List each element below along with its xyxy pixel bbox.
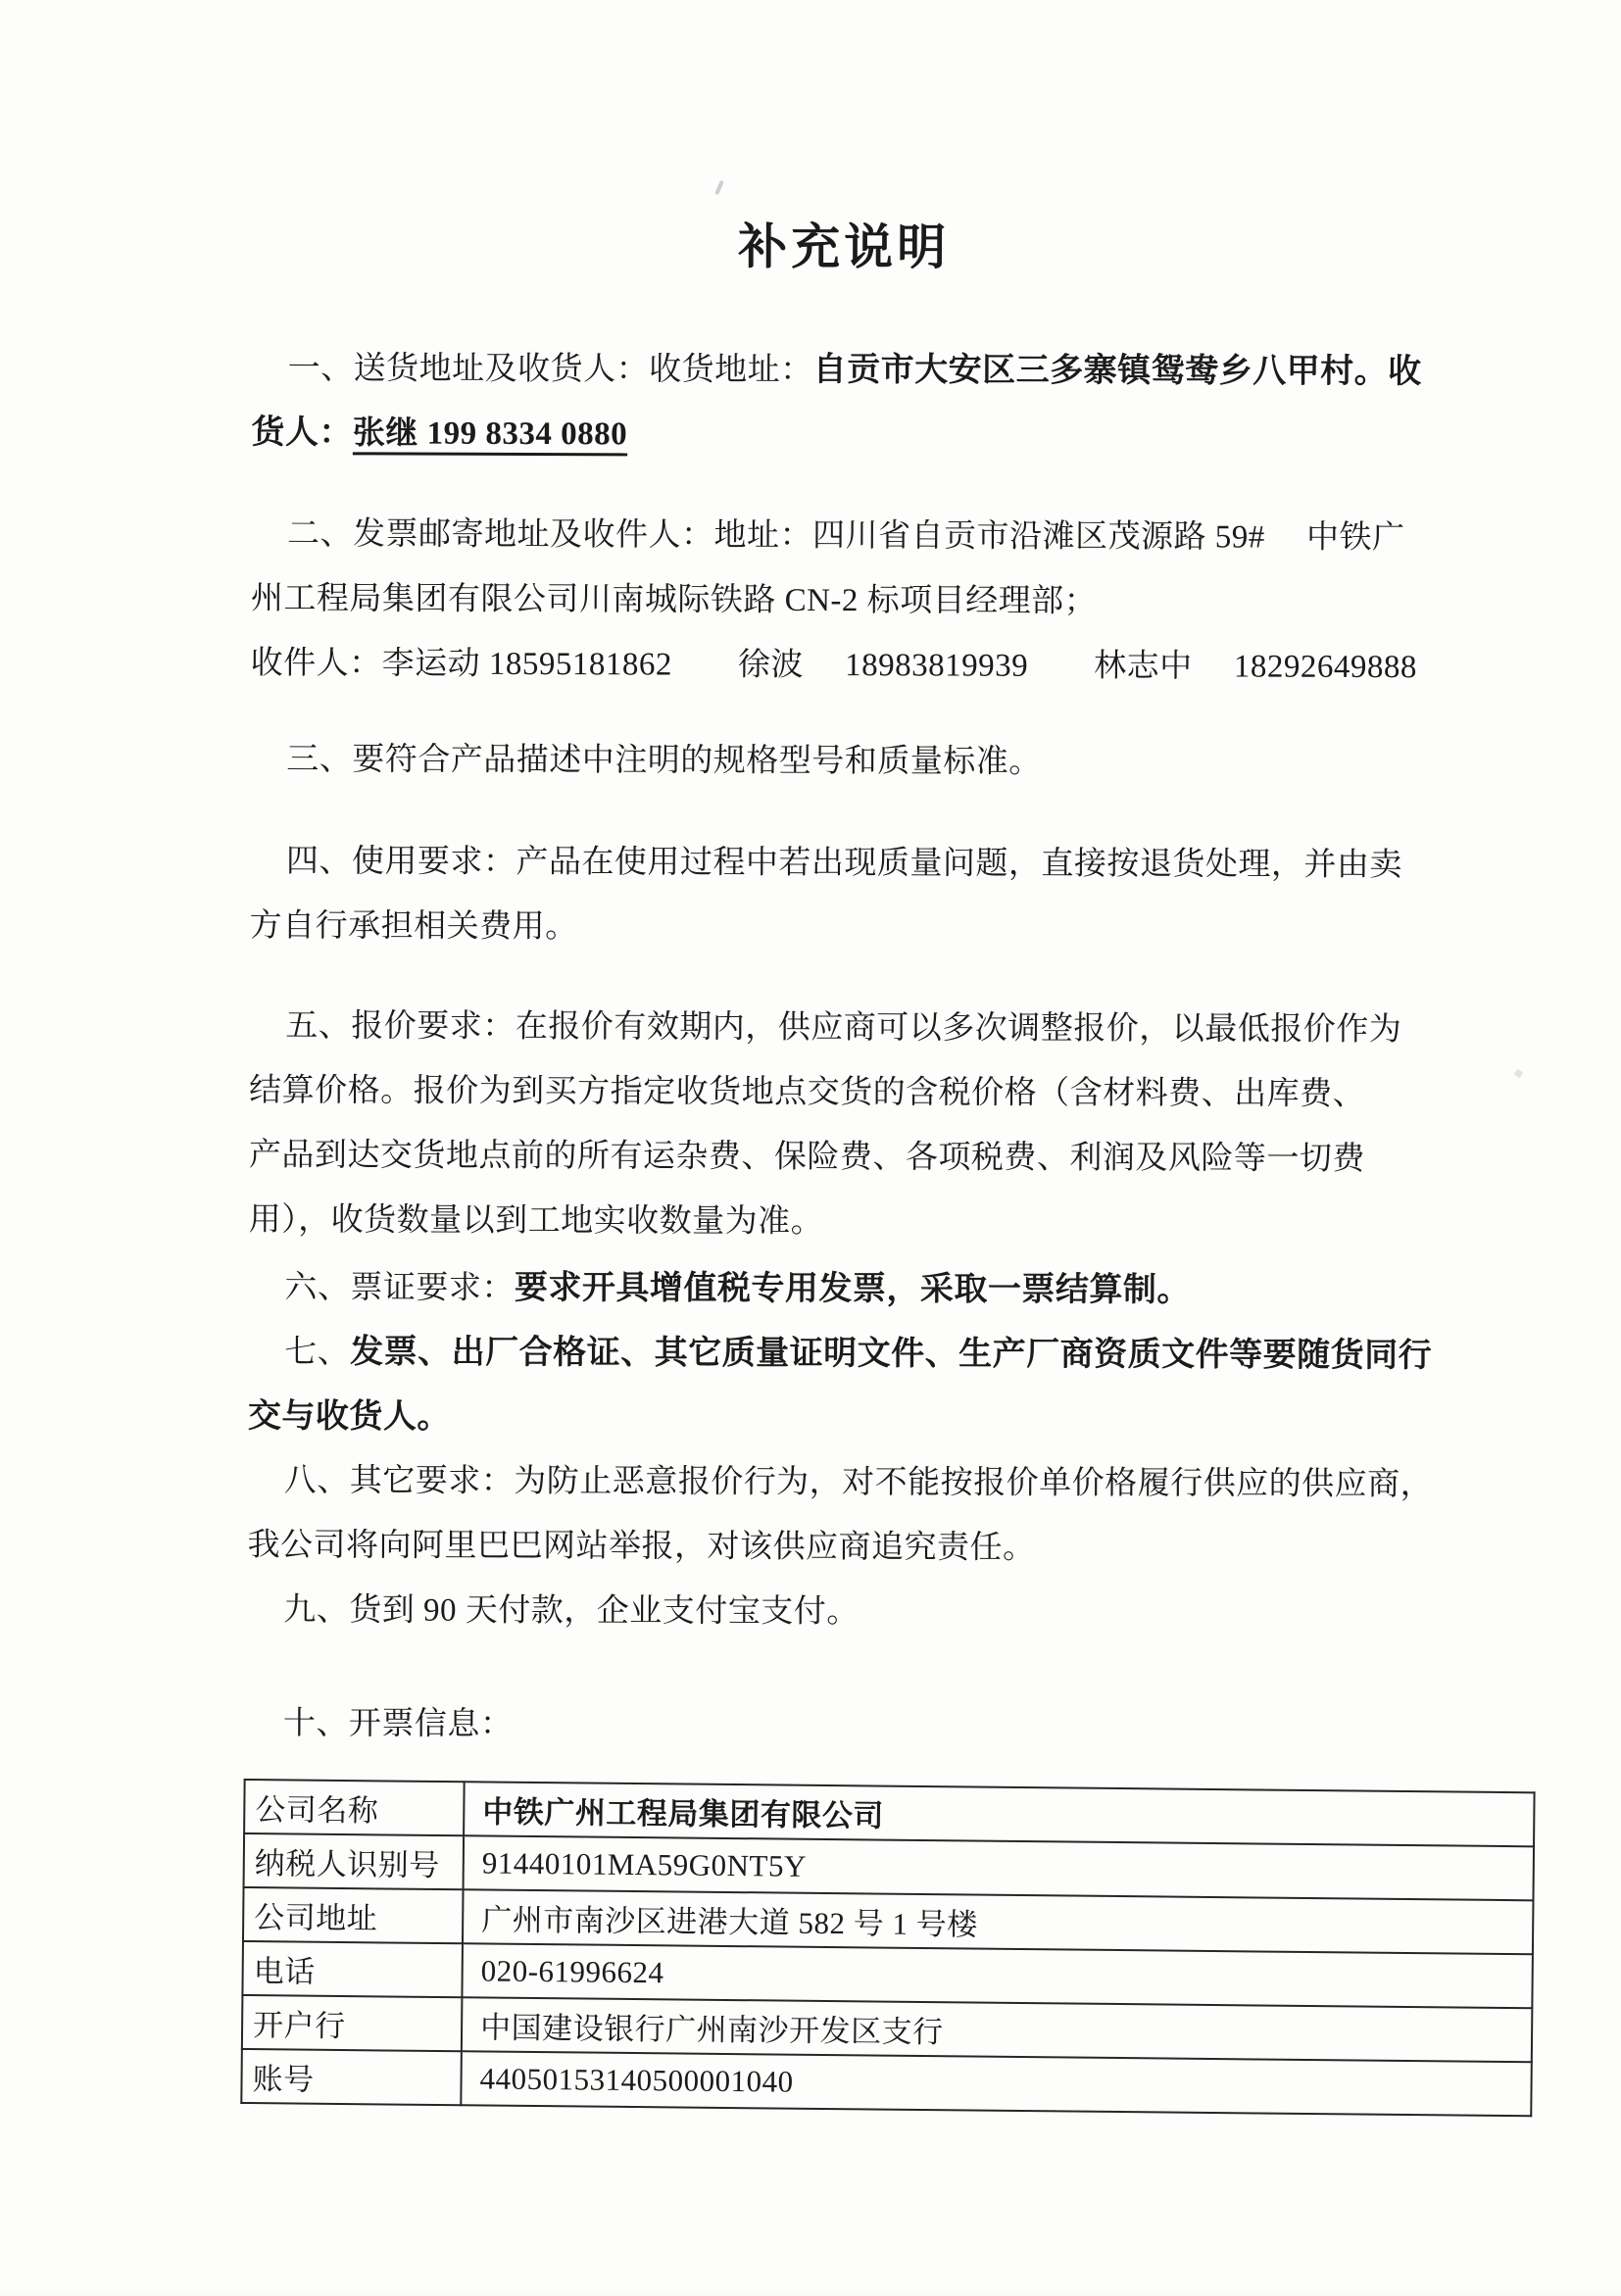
clause-item-5: [249, 994, 1553, 1257]
text-line: [251, 566, 1554, 636]
text-segment: 三、要符合产品描述中注明的规格型号和质量标准。: [286, 742, 1042, 780]
text-line: [247, 1578, 1550, 1647]
text-line: [250, 829, 1553, 899]
text-line: [250, 894, 1553, 963]
text-segment: 自贡市大安区三多寨镇鸳鸯乡八甲村。收: [812, 350, 1422, 391]
text-segment: 五、报价要求：在报价有效期内，供应商可以多次调整报价，以最低报价作为: [285, 1008, 1402, 1049]
text-line: [248, 1384, 1551, 1453]
clause-item-1: [251, 335, 1554, 469]
table-value-cell: 91440101MA59G0NT5Y: [464, 1835, 1535, 1900]
text-segment: 产品到达交货地点前的所有运杂费、保险费、各项税费、利润及风险等一切费: [248, 1137, 1365, 1177]
text-line: [247, 1691, 1550, 1761]
text-line: [249, 1123, 1552, 1193]
text-segment: 二、发票邮寄地址及收件人：地址：四川省自贡市沿滩区茂源路 59# 中铁广: [287, 516, 1405, 557]
text-segment: 州工程局集团有限公司川南城际铁路 CN-2 标项目经理部；: [250, 580, 1098, 620]
table-value-cell: 中国建设银行广州南沙开发区支行: [462, 1997, 1533, 2062]
clause-item-6: [248, 1254, 1551, 1324]
clause-item-10: [247, 1691, 1550, 1761]
clause-item-3: [250, 727, 1553, 797]
text-line: [249, 1058, 1552, 1128]
text-line: [251, 631, 1554, 701]
table-label-cell: 电话: [242, 1941, 463, 1997]
table-label-cell: 账号: [241, 2049, 462, 2105]
text-segment: 要求开具增值税专用发票，采取一票结算制。: [514, 1268, 1191, 1309]
text-segment: 九、货到 90 天付款，企业支付宝支付。: [283, 1592, 860, 1631]
text-segment: 四、使用要求：产品在使用过程中若出现质量问题，直接按退货处理，并由卖: [285, 844, 1402, 884]
text-line: [248, 1319, 1551, 1389]
text-segment: 方自行承担相关费用。: [249, 907, 578, 946]
text-segment: 七、: [284, 1335, 351, 1371]
text-line: [250, 727, 1553, 797]
clause-item-7: [248, 1319, 1551, 1453]
text-segment: 发票、出厂合格证、其它质量证明文件、生产厂商资质文件等要随货同行: [350, 1333, 1433, 1375]
text-line: [251, 400, 1554, 469]
text-segment: 收件人：李运动 18595181862 徐波 18983819939 林志中 18292649888: [250, 645, 1417, 686]
table-label-cell: 纳税人识别号: [244, 1833, 465, 1889]
text-segment: 六、票证要求：: [284, 1270, 515, 1306]
table-label-cell: 开户行: [242, 1995, 463, 2051]
text-segment: 八、其它要求：为防止恶意报价行为，对不能按报价单价格履行供应的供应商，: [283, 1463, 1434, 1503]
clause-item-4: [250, 829, 1553, 963]
text-line: [252, 335, 1555, 405]
text-segment: 一、送货地址及收货人：收货地址：: [287, 351, 813, 388]
clause-item-2: [251, 502, 1555, 701]
text-line: [251, 502, 1554, 571]
table-label-cell: 公司名称: [244, 1780, 465, 1835]
text-segment: 交与收货人。: [247, 1396, 452, 1436]
table-value-cell: 广州市南沙区进港大道 582 号 1 号楼: [463, 1889, 1534, 1954]
table-value-cell: 020-61996624: [462, 1943, 1533, 2008]
invoice-info-table: [240, 1779, 1535, 2117]
text-line: [247, 1513, 1550, 1583]
table-value-cell: 中铁广州工程局集团有限公司: [464, 1782, 1535, 1846]
table-value-cell: 44050153140500001040: [461, 2051, 1532, 2116]
text-line: [248, 1448, 1551, 1518]
text-line: [249, 1188, 1552, 1257]
text-segment: 十、开票信息：: [282, 1706, 514, 1742]
text-segment: 张继 199 8334 0880: [352, 415, 628, 453]
text-line: [249, 994, 1552, 1063]
text-segment: 结算价格。报价为到买方指定收货地点交货的含税价格（含材料费、出库费、: [249, 1072, 1366, 1112]
document-content: [245, 0, 1556, 2296]
table-label-cell: 公司地址: [243, 1887, 464, 1943]
clause-item-9: [247, 1578, 1550, 1647]
text-line: [248, 1254, 1551, 1324]
text-segment: 用），收货数量以到工地实收数量为准。: [248, 1201, 824, 1241]
clause-item-8: [247, 1448, 1550, 1583]
page-title: 补充说明: [738, 219, 951, 275]
text-segment: 货人：: [251, 413, 354, 452]
text-segment: 我公司将向阿里巴巴网站举报，对该供应商追究责任。: [247, 1527, 1036, 1566]
